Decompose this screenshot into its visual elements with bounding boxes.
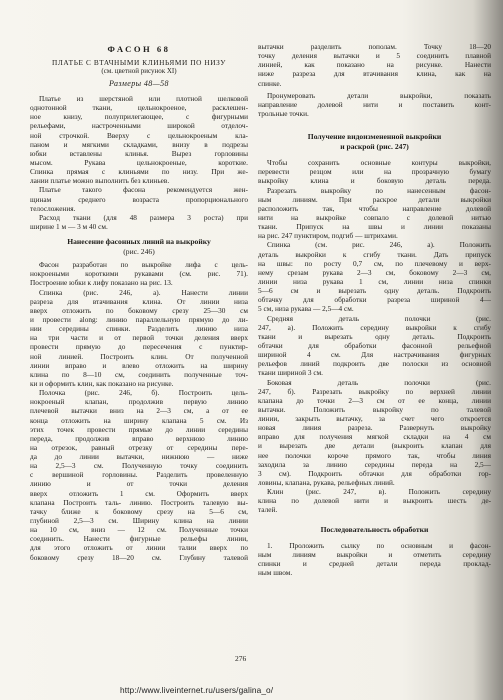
text-line: 3 см). Подкроить обтачки для обработки гор- [258, 468, 491, 478]
text-line: с вершиной горловины. Разделить провеленную [30, 470, 248, 480]
text-line: нему срезам рукава 2—3 см, боковому 2—3 см, [258, 267, 491, 277]
text-line: провести прямую до пересечения с пунктир- [30, 342, 248, 352]
text-line: Полочка (рис. 246, б). Построить цель- [39, 388, 248, 398]
text-line: 5—6 см и вырезать одну деталь. Подкроить [258, 286, 491, 296]
text-line: боковому срезу 18—20 см. Глубину талевой [30, 552, 248, 562]
text-line: перевести резцом или на прозрачную бумагу [258, 167, 491, 177]
text-line: ной строчкой. Вверху с цельнокроеным кла- [30, 130, 248, 140]
text-line: разреза для втачивания клина. От линии низа [30, 296, 248, 306]
text-line: тачку ближе к боковому срезу на 5—6 см, [30, 506, 248, 516]
text-line: Фасон разработан по выкройке лифа с цель- [39, 260, 248, 270]
text-line: ткани шириной 3 см. [258, 368, 324, 378]
text-line: выкройку клина и боковую деталь переда. [258, 176, 491, 186]
text-line: точку деления вытачки и 5 соединить плавной [258, 51, 491, 61]
audience-paragraph [30, 185, 248, 212]
text-line: линии низа рукава 1 см, линии низа спинки [258, 276, 491, 286]
text-line: нии середины спинки. Разделить линию низа [30, 324, 248, 334]
text-line: ловины, клапана, рукава, рельефных линий. [258, 478, 395, 488]
text-line: ткани и вырезать одну деталь. Подкроить [258, 331, 491, 341]
section-heading: Получение видоизмененной выкройки [307, 132, 442, 142]
text-line: талей. [258, 505, 278, 515]
text-line: на швы: по росту 0,7 см, по плечевому и верх- [258, 258, 491, 268]
text-line: 5 см, низа рукава — 2,5—4 см. [258, 304, 354, 314]
text-line: для этого отложить от линии талии вверх по [30, 543, 248, 553]
text-line: и провести along: линию параллельную прямую до ли- [30, 314, 248, 324]
text-line: линией, как показано на рисунке. Нанести [258, 60, 491, 70]
text-line: на отрезок, равный отрезку от середины пере- [30, 442, 248, 452]
text-line: заходила за линию середины переда на 2,5— [258, 459, 491, 469]
text-line: Платье такого фасона рекомендуется жен- [39, 185, 248, 195]
model-subtitle: ПЛАТЬЕ С ВТАЧНЫМИ КЛИНЬЯМИ ПО НИЗУ [52, 58, 226, 67]
numbering-paragraph [258, 91, 491, 118]
model-sizes: Размеры 48—58 [109, 79, 169, 88]
text-line: новая линия разреза. Развернуть выкройку [258, 423, 491, 433]
text-line: однотонной ткани, цельнокроеное, расклешен- [30, 103, 248, 113]
model-title: ФАСОН 68 [107, 44, 171, 54]
source-url: http://www.liveinternet.ru/users/galina_o/ [120, 685, 274, 695]
text-line: вытачки разделить пополам. Точку 18—20 [258, 42, 491, 51]
text-line: да до линии вытачки, нижнюю — ниже [30, 452, 248, 462]
text-line: мысом. Рукава цельнокроеные, короткие. [30, 157, 248, 167]
text-line: соединить. Нанести фигурные рельефы линии, [30, 534, 248, 544]
text-line: вытачки. Положить выкройку по талевой [258, 404, 491, 414]
list-item: 1. Проложить сылку по основным и фасон- [267, 540, 491, 550]
text-line: на 10 см, вниз — 12 см. Полученные точки [30, 525, 248, 535]
text-line: ное книзу, полуприлегающее, с фигурными [30, 112, 248, 122]
text-line: клина по долевой нити и выкроить шесть де- [258, 496, 491, 506]
section-heading: Нанесение фасонных линий на выкройку [67, 237, 211, 247]
text-line: деталь выкройки к сгибу ткани. Дать припуск [258, 249, 491, 259]
text-line: телосложения. [30, 203, 76, 213]
text-line: рельефов линий подкроить две полоски из основной [258, 359, 491, 369]
rellef-paragraph [258, 42, 491, 88]
text-line: Спинка прямая с клиньями по низу. При же- [30, 167, 248, 177]
text-line: нее полочки короче прямого так, чтобы линия [258, 450, 491, 460]
right-column [258, 42, 491, 577]
text-line: клапана до точки 2—3 см от ее конца, линии [258, 395, 491, 405]
text-line: 247, а). Положить середину выкройки к сгибу [258, 322, 491, 332]
text-line: и вырезать две детали (выкроить клапан для [258, 441, 491, 451]
text-line: расположить так, чтобы направление долевой [258, 203, 491, 213]
text-line: переда, продолжив вправо верхнюю линию [30, 433, 248, 443]
section-heading-figure: (рис. 246) [123, 247, 155, 257]
intro-paragraph [30, 94, 248, 185]
text-line: нити на выкройке совпало с долевой нитью [258, 212, 491, 222]
section-heading: и раскрой (рис. 247) [340, 142, 409, 152]
left-column [30, 42, 248, 562]
text-line: ным швом. [258, 568, 293, 578]
text-line: этих точек провести прямые до линии середины [30, 424, 248, 434]
text-line: Пронумеровать детали выкройки, показать [267, 90, 491, 100]
steps-list [258, 541, 491, 578]
text-line: ным линиям. При раскрое детали выкройки [258, 194, 491, 204]
text-line: Разрезать выкройку по нанесенным фасон- [267, 185, 491, 195]
text-line: Платье из шерстяной или плотной шелковой [39, 94, 248, 103]
text-line: Спинка (рис. 246, а). Нанести линии [39, 287, 248, 297]
text-line: рельефами, настроченными широкой отделоч- [30, 121, 248, 131]
text-line: клапана Построить таль- линию. Построить талевую вы- [30, 497, 248, 507]
text-line: спинки и средней детали переда проклад- [258, 558, 491, 568]
text-line: ным линиям выкройки и отметить середину [258, 549, 491, 559]
text-line: на три части и от первой точки деления вверх [30, 333, 248, 343]
text-line: нокроеными короткими рукавами (см. рис. 71). [30, 269, 248, 279]
pattern-body [30, 260, 248, 562]
text-line: нокроеный клапан, продолжив первую линию [30, 397, 248, 407]
model-subnote: (см. цветной рисунок XI) [101, 67, 177, 75]
text-line: спинке. [258, 78, 282, 88]
text-line: линии, закрыть вытачку, за счет чего откроется [258, 414, 491, 424]
text-line: глубиной 2,5—3 см. Ширину клина на линии [30, 516, 248, 526]
text-line: Построение юбки к лифу показано на рис. 13. [30, 278, 173, 288]
text-line: линии вправо и влево отложить на ширину [30, 360, 248, 370]
text-line: конца отложить на ширину клапана 5 см. Из [30, 415, 248, 425]
text-line: обтачки для обработки фасонной рельефной [258, 340, 491, 350]
text-line: щинам среднего возраста пропорционального [30, 194, 248, 204]
text-line: шириной 4 см. Для настрачивания фигурных [258, 350, 491, 360]
text-line: ткани. Припуск на швы и линии показаны [258, 222, 491, 232]
text-line: ниже разреза для втачивания клина, как на [258, 69, 491, 79]
page-number: 276 [235, 654, 247, 663]
text-line: плечевой вытачки вниз на 2—3 см, а от ее [30, 406, 248, 416]
text-line: юбки вставлены клинья. Вырез горловины [30, 148, 248, 158]
text-line: 247, б). Разрезать выкройку по верхней линии [258, 386, 491, 396]
text-line: паном и мягкими складками, внизу в подрезы [30, 139, 248, 149]
text-line: Спинка (см. рис. 246, а). Положить [267, 240, 491, 250]
text-line: Чтобы сохранить основные контуры выкройки, [267, 158, 491, 168]
text-line: вправо для получения мягкой складки на 4 см [258, 432, 491, 442]
text-line: ширине 1 м — 3 м 40 см. [30, 221, 108, 231]
text-line: на 2,5—3 см. Полученную точку соединить [30, 461, 248, 471]
text-line: Расход ткани (для 48 размера 3 роста) при [39, 212, 248, 222]
text-line: лании платье можно выполнить без клиньев. [30, 176, 170, 186]
text-line: трольные точки. [258, 108, 309, 118]
text-line: ной линией. Построить клин. От полученной [30, 351, 248, 361]
cutting-body [258, 158, 491, 514]
text-line: Клин (рис. 247, в). Положить середину [267, 487, 491, 497]
text-line: направление долевой нити и поставить конт- [258, 99, 491, 109]
text-line: ки и оформить клин, как показано на рисунке. [30, 378, 174, 388]
text-line: клина по 8—10 см, соединить полученные точ- [30, 369, 248, 379]
text-line: Средняя деталь полочки (рис. [267, 313, 491, 323]
text-line: Боковая деталь полочки (рис. [267, 377, 491, 387]
text-line: вверх отложить по боковому срезу 25—30 см [30, 305, 248, 315]
section-heading: Последовательность обработки [320, 524, 429, 534]
fabric-paragraph [30, 213, 248, 231]
text-line: линию и от точки деления [30, 479, 248, 489]
text-line: обтачку для обработки разреза шириной 4— [258, 295, 491, 305]
text-line: на рис. 247 пунктиром, подгиб — штрихами. [258, 231, 398, 241]
text-line: вверх отложить 1 см. Оформить вверх [30, 488, 248, 498]
